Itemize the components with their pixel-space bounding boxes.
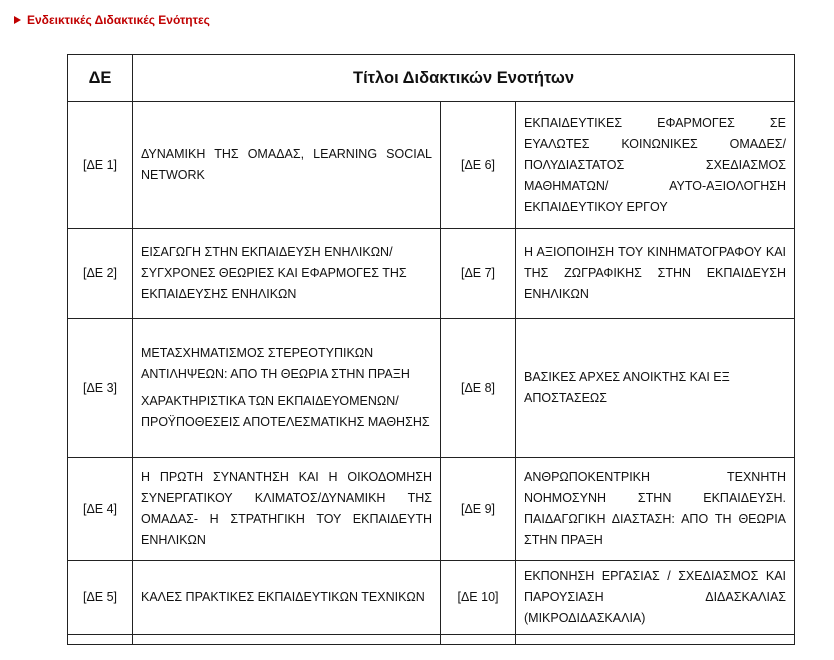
table-row xyxy=(68,319,795,458)
arrow-bullet-icon xyxy=(14,16,21,24)
empty-cell xyxy=(68,635,133,645)
table-row xyxy=(68,561,795,635)
unit-code: [ΔΕ 6] xyxy=(441,102,516,229)
unit-code: [ΔΕ 7] xyxy=(441,229,516,319)
empty-cell xyxy=(133,635,441,645)
unit-code: [ΔΕ 1] xyxy=(68,102,133,229)
unit-code: [ΔΕ 8] xyxy=(441,319,516,458)
unit-title: ΑΝΘΡΩΠΟΚΕΝΤΡΙΚΗ ΤΕΧΝΗΤΗ ΝΟΗΜΟΣΥΝΗ ΣΤΗΝ ΕΚΠΑΙΔΕΥΣΗ. ΠΑΙΔΑΓΩΓΙΚΗ ΔΙΑΣΤΑΣΗ: ΑΠΟ ΤΗ ΘΕΩΡΙΑ ΣΤΗΝ ΠΡΑΞΗ xyxy=(516,458,795,561)
table-row xyxy=(68,102,795,229)
unit-title: Η ΠΡΩΤΗ ΣΥΝΑΝΤΗΣΗ ΚΑΙ Η ΟΙΚΟΔΟΜΗΣΗ ΣΥΝΕΡΓΑΤΙΚΟΥ ΚΛΙΜΑΤΟΣ/ΔΥΝΑΜΙΚΗ ΤΗΣ ΟΜΑΔΑΣ- Η ΣΤΡΑΤΗΓΙΚΗ ΤΟΥ ΕΚΠΑΙΔΕΥΤΗ ΕΝΗΛΙΚΩΝ xyxy=(133,458,441,561)
table-row-continuation xyxy=(68,635,795,645)
unit-title: ΕΚΠΑΙΔΕΥΤΙΚΕΣ ΕΦΑΡΜΟΓΕΣ ΣΕ ΕΥΑΛΩΤΕΣ ΚΟΙΝΩΝΙΚΕΣ ΟΜΑΔΕΣ/ ΠΟΛΥΔΙΑΣΤΑΤΟΣ ΣΧΕΔΙΑΣΜΟΣ ΜΑΘΗΜΑΤΩΝ/ ΑΥΤΟ-ΑΞΙΟΛΟΓΗΣΗ ΕΚΠΑΙΔΕΥΤΙΚΟΥ ΕΡΓΟΥ xyxy=(516,102,795,229)
unit-title-part: ΧΑΡΑΚΤΗΡΙΣΤΙΚΑ ΤΩΝ ΕΚΠΑΙΔΕΥΟΜΕΝΩΝ/ ΠΡΟΫΠΟΘΕΣΕΙΣ ΑΠΟΤΕΛΕΣΜΑΤΙΚΗΣ ΜΑΘΗΣΗΣ xyxy=(141,394,430,429)
empty-cell xyxy=(441,635,516,645)
table-row xyxy=(68,458,795,561)
unit-code: [ΔΕ 4] xyxy=(68,458,133,561)
unit-code: [ΔΕ 3] xyxy=(68,319,133,458)
unit-code: [ΔΕ 9] xyxy=(441,458,516,561)
unit-code: [ΔΕ 10] xyxy=(441,561,516,635)
section-heading-text: Ενδεικτικές Διδακτικές Ενότητες xyxy=(27,13,210,27)
unit-title: ΔΥΝΑΜΙΚΗ ΤΗΣ ΟΜΑΔΑΣ, LEARNING SOCIAL NETWORK xyxy=(133,102,441,229)
unit-title: Η ΑΞΙΟΠΟΙΗΣΗ ΤΟΥ ΚΙΝΗΜΑΤΟΓΡΑΦΟΥ ΚΑΙ ΤΗΣ ΖΩΓΡΑΦΙΚΗΣ ΣΤΗΝ ΕΚΠΑΙΔΕΥΣΗ ΕΝΗΛΙΚΩΝ xyxy=(516,229,795,319)
teaching-units-table xyxy=(67,54,795,645)
unit-title xyxy=(133,319,441,458)
section-heading xyxy=(14,13,210,27)
unit-title: ΚΑΛΕΣ ΠΡΑΚΤΙΚΕΣ ΕΚΠΑΙΔΕΥΤΙΚΩΝ ΤΕΧΝΙΚΩΝ xyxy=(133,561,441,635)
unit-title-part: ΜΕΤΑΣΧΗΜΑΤΙΣΜΟΣ ΣΤΕΡΕΟΤΥΠΙΚΩΝ ΑΝΤΙΛΗΨΕΩΝ: ΑΠΟ ΤΗ ΘΕΩΡΙΑ ΣΤΗΝ ΠΡΑΞΗ xyxy=(141,346,410,381)
table-header-row xyxy=(68,55,795,102)
unit-title: ΕΙΣΑΓΩΓΗ ΣΤΗΝ ΕΚΠΑΙΔΕΥΣΗ ΕΝΗΛΙΚΩΝ/ ΣΥΓΧΡΟΝΕΣ ΘΕΩΡΙΕΣ ΚΑΙ ΕΦΑΡΜΟΓΕΣ ΤΗΣ ΕΚΠΑΙΔΕΥΣΗΣ ΕΝΗΛΙΚΩΝ xyxy=(133,229,441,319)
unit-title: ΕΚΠΟΝΗΣΗ ΕΡΓΑΣΙΑΣ / ΣΧΕΔΙΑΣΜΟΣ ΚΑΙ ΠΑΡΟΥΣΙΑΣΗ ΔΙΔΑΣΚΑΛΙΑΣ (ΜΙΚΡΟΔΙΔΑΣΚΑΛΙΑ) xyxy=(516,561,795,635)
table-row xyxy=(68,229,795,319)
column-header-title: Τίτλοι Διδακτικών Ενοτήτων xyxy=(133,55,795,102)
column-header-code: ΔΕ xyxy=(68,55,133,102)
unit-title: ΒΑΣΙΚΕΣ ΑΡΧΕΣ ΑΝΟΙΚΤΗΣ ΚΑΙ ΕΞ ΑΠΟΣΤΑΣΕΩΣ xyxy=(516,319,795,458)
empty-cell xyxy=(516,635,795,645)
unit-code: [ΔΕ 2] xyxy=(68,229,133,319)
unit-code: [ΔΕ 5] xyxy=(68,561,133,635)
